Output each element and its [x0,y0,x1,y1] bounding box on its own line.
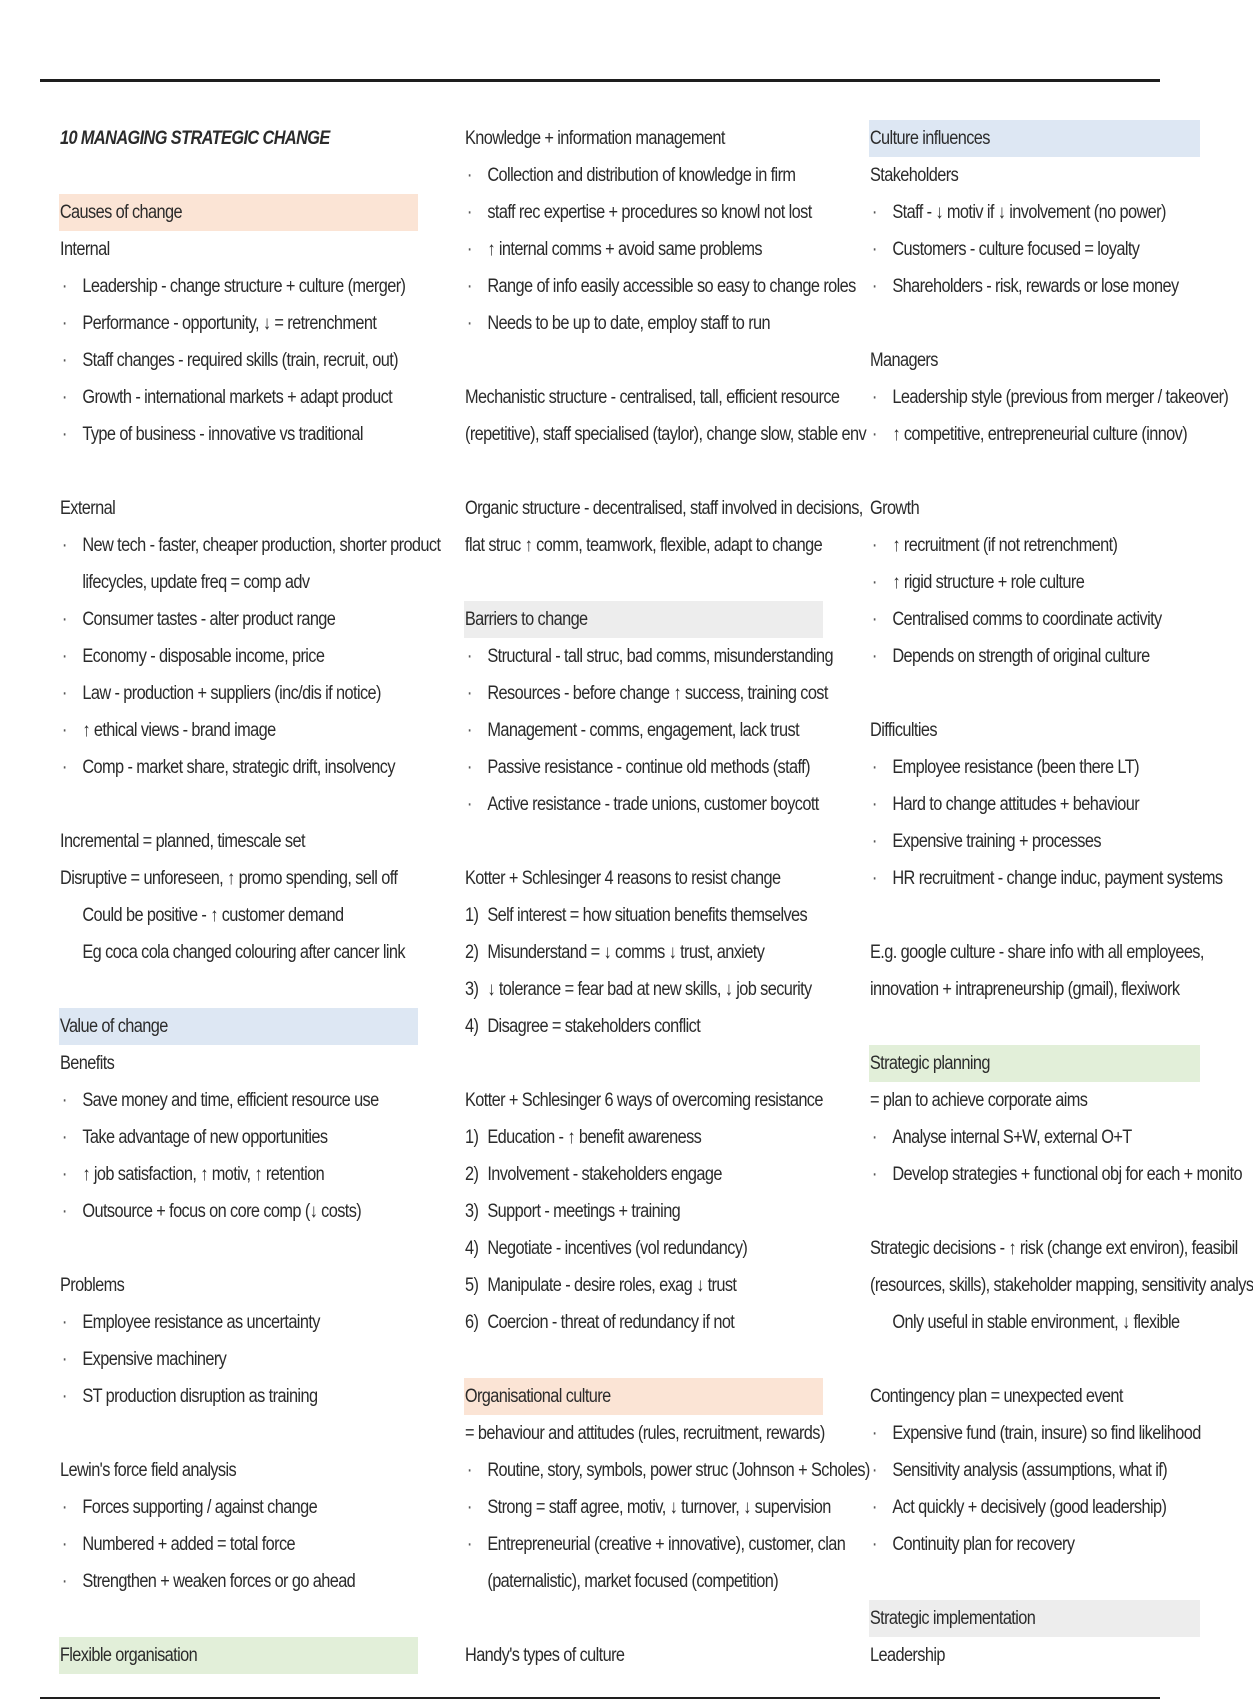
item-number: 3) [465,1201,479,1222]
bullet-item: · Take advantage of new opportunities [60,1119,439,1156]
spacer [465,1045,823,1082]
section-heading-text: Barriers to change [464,609,588,630]
indented-line: Only useful in stable environment, ↓ flexible [892,1312,1180,1333]
bullet-item: · Analyse internal S+W, external O+T [870,1119,1222,1156]
column-3 [869,120,1253,1674]
section-heading-text: Causes of change [59,202,182,223]
bullet-item: · Sensitivity analysis (assumptions, what if) [870,1452,1222,1489]
bullet-item: · Comp - market share, strategic drift, insolvency [60,749,439,786]
bullet-item: · Needs to be up to date, employ staff to run [465,305,844,342]
note-line: E.g. google culture - share info with all employees, [870,942,1204,963]
bullet-item: · Leadership - change structure + culture (merger) [60,268,439,305]
spacer [870,675,1200,712]
bullet-item: · Active resistance - trade unions, customer boycott [465,786,844,823]
spacer [870,1008,1200,1045]
bullet-item: · Expensive machinery [60,1341,439,1378]
bullet-item: · Passive resistance - continue old methods (staff) [465,749,844,786]
note-line: Problems [60,1275,125,1296]
bullet-item: · ↑ competitive, entrepreneurial culture (innov) [870,416,1222,453]
section-heading [59,1008,418,1045]
note-line: = behaviour and attitudes (rules, recruitment, rewards) [465,1423,825,1444]
note-line: Incremental = planned, timescale set [60,831,305,852]
item-text: Coercion - threat of redundancy if not [487,1312,735,1333]
numbered-item [465,934,844,971]
item-number: 2) [465,942,479,963]
bullet-item: · ↑ recruitment (if not retrenchment) [870,527,1222,564]
indented-line: lifecycles, update freq = comp adv [82,572,310,593]
item-number: 1) [465,905,479,926]
bullet-item: · Develop strategies + functional obj for each + monito [870,1156,1222,1193]
bullet-item: · Resources - before change ↑ success, training cost [465,675,844,712]
section-heading [869,1600,1200,1637]
spacer [60,157,418,194]
section-heading [59,194,418,231]
numbered-item [465,897,844,934]
item-text: Negotiate - incentives (vol redundancy) [487,1238,748,1259]
spacer [465,823,823,860]
item-number: 2) [465,1164,479,1185]
item-text: Manipulate - desire roles, exag ↓ trust [487,1275,737,1296]
indented-line: Could be positive - ↑ customer demand [82,905,344,926]
note-line: Lewin's force field analysis [60,1460,237,1481]
bullet-item: · ↑ ethical views - brand image [60,712,439,749]
column-1 [59,120,441,1674]
spacer [60,971,418,1008]
spacer [465,453,823,490]
numbered-item [465,1230,844,1267]
bullet-item: · Expensive fund (train, insure) so find likelihood [870,1415,1222,1452]
bullet-item: · Leadership style (previous from merger / takeover) [870,379,1222,416]
note-line: Difficulties [870,720,937,741]
spacer [60,1230,418,1267]
bullet-item: · Staff - ↓ motiv if ↓ involvement (no power) [870,194,1222,231]
bullet-item: · Strengthen + weaken forces or go ahead [60,1563,439,1600]
item-text: ↓ tolerance = fear bad at new skills, ↓ job security [487,979,812,1000]
section-heading-text: Flexible organisation [59,1645,198,1666]
spacer [465,342,823,379]
bullet-item: · ST production disruption as training [60,1378,439,1415]
note-line: Strategic decisions - ↑ risk (change ext environ), feasibil [870,1238,1238,1259]
bullet-item: · Employee resistance (been there LT) [870,749,1222,786]
bullet-item: · Shareholders - risk, rewards or lose money [870,268,1222,305]
section-heading-text: Strategic implementation [869,1608,1036,1629]
section-heading [869,120,1200,157]
item-text: Misunderstand = ↓ comms ↓ trust, anxiety [487,942,765,963]
indented-line: (paternalistic), market focused (competition) [487,1571,779,1592]
numbered-item [465,1156,844,1193]
indented-line: Eg coca cola changed colouring after cancer link [82,942,405,963]
spacer [870,305,1200,342]
bullet-item: · ↑ job satisfaction, ↑ motiv, ↑ retention [60,1156,439,1193]
note-line: External [60,498,116,519]
bullet-item: · Act quickly + decisively (good leadership) [870,1489,1222,1526]
bullet-item: · Numbered + added = total force [60,1526,439,1563]
bullet-item: · Outsource + focus on core comp (↓ costs) [60,1193,439,1230]
note-line: Kotter + Schlesinger 6 ways of overcoming resistance [465,1090,823,1111]
numbered-item [465,1193,844,1230]
note-line: Handy's types of culture [465,1645,625,1666]
bullet-item: · Depends on strength of original culture [870,638,1222,675]
bullet-item: · Expensive training + processes [870,823,1222,860]
bullet-item: · Performance - opportunity, ↓ = retrenchment [60,305,439,342]
bullet-item: · Entrepreneurial (creative + innovative), customer, clan [465,1526,844,1563]
bullet-item: · Customers - culture focused = loyalty [870,231,1222,268]
item-text: Support - meetings + training [487,1201,681,1222]
page-title: 10 MANAGING STRATEGIC CHANGE [60,128,330,149]
bullet-item: · Law - production + suppliers (inc/dis if notice) [60,675,439,712]
bullet-item: · Continuity plan for recovery [870,1526,1222,1563]
spacer [60,453,418,490]
numbered-item [465,1119,844,1156]
spacer [870,1341,1200,1378]
note-line: Organic structure - decentralised, staff involved in decisions, [465,498,863,519]
section-heading [464,601,823,638]
item-number: 1) [465,1127,479,1148]
section-heading-text: Organisational culture [464,1386,611,1407]
bullet-item: · Growth - international markets + adapt product [60,379,439,416]
bullet-item: · Staff changes - required skills (train, recruit, out) [60,342,439,379]
section-heading-text: Value of change [59,1016,168,1037]
spacer [870,1563,1200,1600]
section-heading [869,1045,1200,1082]
spacer [60,786,418,823]
note-line: Leadership [870,1645,945,1666]
item-text: Disagree = stakeholders conflict [487,1016,701,1037]
bullet-item: · Hard to change attitudes + behaviour [870,786,1222,823]
bullet-item: · Economy - disposable income, price [60,638,439,675]
numbered-item [465,971,844,1008]
bullet-item: · Centralised comms to coordinate activity [870,601,1222,638]
bullet-item: · Employee resistance as uncertainty [60,1304,439,1341]
note-line: innovation + intrapreneurship (gmail), flexiwork [870,979,1180,1000]
bullet-item: · Routine, story, symbols, power struc (Johnson + Scholes) [465,1452,844,1489]
item-text: Self interest = how situation benefits themselves [487,905,808,926]
column-2 [464,120,870,1674]
numbered-item [465,1008,844,1045]
note-line: = plan to achieve corporate aims [870,1090,1088,1111]
bullet-item: · HR recruitment - change induc, payment systems [870,860,1222,897]
item-number: 4) [465,1016,479,1037]
note-line: Contingency plan = unexpected event [870,1386,1123,1407]
spacer [60,1600,418,1637]
spacer [465,1600,823,1637]
bullet-item: · Forces supporting / against change [60,1489,439,1526]
note-line: Kotter + Schlesinger 4 reasons to resist change [465,868,781,889]
bullet-item: · Save money and time, efficient resource use [60,1082,439,1119]
bullet-item: · Type of business - innovative vs traditional [60,416,439,453]
item-number: 3) [465,979,479,1000]
item-text: Involvement - stakeholders engage [487,1164,722,1185]
bottom-rule [40,1697,1160,1699]
bullet-item: · Management - comms, engagement, lack trust [465,712,844,749]
section-heading [59,1637,418,1674]
bullet-item: · Consumer tastes - alter product range [60,601,439,638]
note-line: (resources, skills), stakeholder mapping, sensitivity analys [870,1275,1253,1296]
note-line: Benefits [60,1053,115,1074]
note-line: Mechanistic structure - centralised, tall, efficient resource [465,387,840,408]
item-number: 5) [465,1275,479,1296]
bullet-item: · Strong = staff agree, motiv, ↓ turnover, ↓ supervision [465,1489,844,1526]
spacer [465,564,823,601]
top-rule [40,79,1160,82]
item-number: 4) [465,1238,479,1259]
spacer [465,1341,823,1378]
note-line: Knowledge + information management [465,128,725,149]
note-line: (repetitive), staff specialised (taylor), change slow, stable env [465,424,867,445]
bullet-item: · New tech - faster, cheaper production, shorter product [60,527,439,564]
bullet-item: · ↑ rigid structure + role culture [870,564,1222,601]
numbered-item [465,1267,844,1304]
note-line: flat struc ↑ comm, teamwork, flexible, adapt to change [465,535,823,556]
spacer [60,1415,418,1452]
bullet-item: · Collection and distribution of knowledge in firm [465,157,844,194]
bullet-item: · staff rec expertise + procedures so knowl not lost [465,194,844,231]
bullet-item: · Range of info easily accessible so easy to change roles [465,268,844,305]
section-heading [464,1378,823,1415]
spacer [870,1193,1200,1230]
spacer [870,453,1200,490]
note-line: Internal [60,239,110,260]
spacer [870,897,1200,934]
note-line: Disruptive = unforeseen, ↑ promo spending, sell off [60,868,398,889]
bullet-item: · ↑ internal comms + avoid same problems [465,231,844,268]
note-line: Growth [870,498,920,519]
item-text: Education - ↑ benefit awareness [487,1127,702,1148]
bullet-item: · Structural - tall struc, bad comms, misunderstanding [465,638,844,675]
section-heading-text: Culture influences [869,128,990,149]
note-line: Managers [870,350,938,371]
section-heading-text: Strategic planning [869,1053,990,1074]
note-line: Stakeholders [870,165,959,186]
numbered-item [465,1304,844,1341]
item-number: 6) [465,1312,479,1333]
